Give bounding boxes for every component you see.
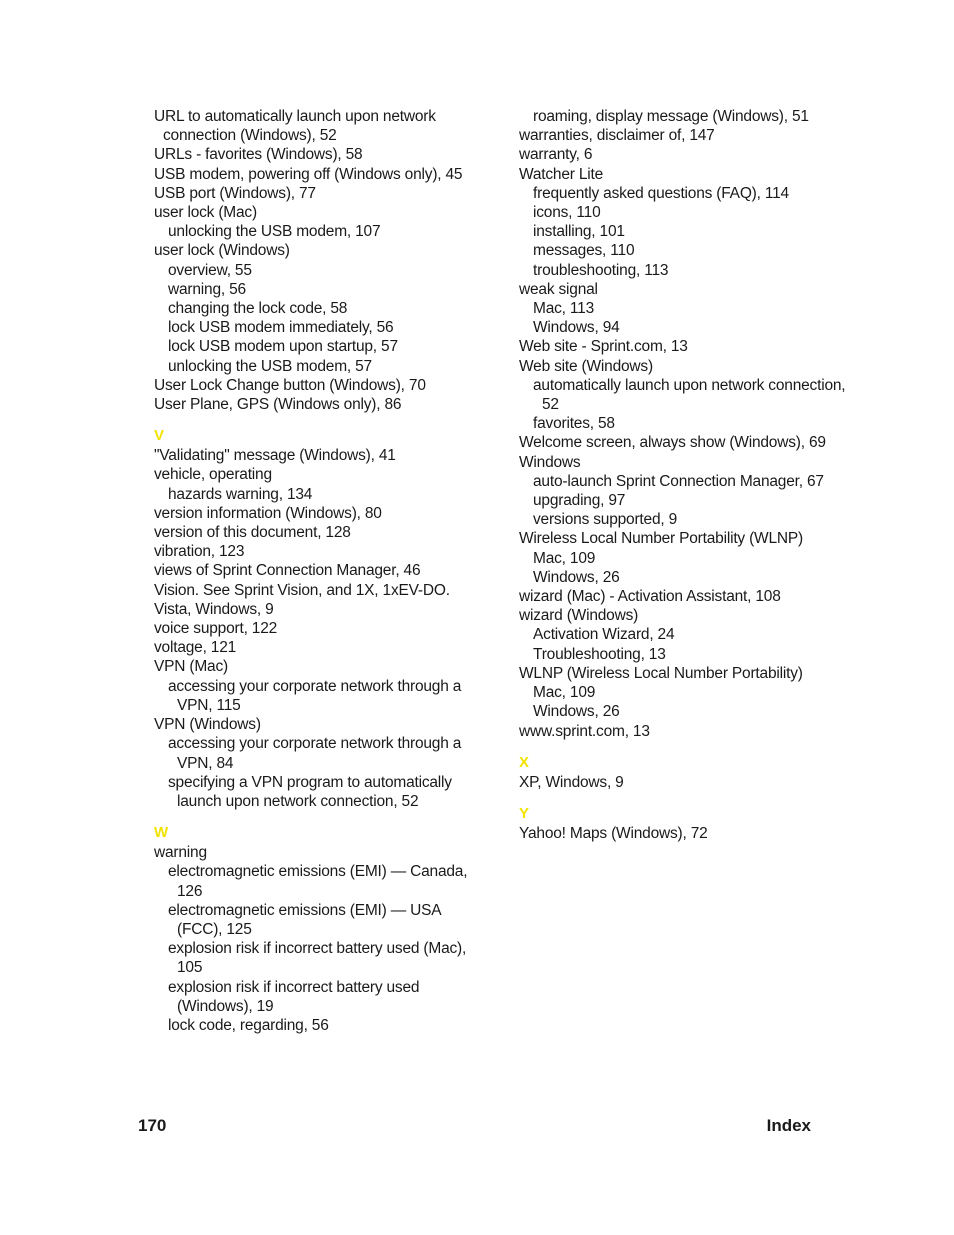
index-subentry: lock code, regarding, 56 (168, 1016, 329, 1034)
index-entry: USB modem, powering off (Windows only), 45 (154, 165, 463, 183)
index-entry: Windows (519, 453, 581, 471)
index-entry: Vision. See Sprint Vision, and 1X, 1xEV-DO. (154, 581, 450, 599)
index-column-right (519, 107, 849, 843)
index-subentry: installing, 101 (533, 223, 625, 241)
index-subentry: lock USB modem immediately, 56 (168, 319, 394, 337)
index-entry: Yahoo! Maps (Windows), 72 (519, 824, 708, 842)
index-subentry: unlocking the USB modem, 57 (168, 357, 372, 375)
index-entry: voltage, 121 (154, 639, 237, 657)
index-entry: user lock (Mac) (154, 204, 257, 222)
index-entry: Web site (Windows) (519, 357, 653, 375)
index-letter-heading: X (519, 753, 529, 771)
index-subentry: Mac, 109 (533, 684, 596, 702)
index-entry: vibration, 123 (154, 543, 245, 561)
index-subentry: Windows, 26 (533, 703, 620, 721)
index-entry: Wireless Local Number Portability (WLNP) (519, 530, 803, 548)
index-entry: VPN (Mac) (154, 658, 228, 676)
index-entry: USB port (Windows), 77 (154, 184, 316, 202)
index-subentry: frequently asked questions (FAQ), 114 (533, 184, 789, 202)
index-subentry: hazards warning, 134 (168, 485, 313, 503)
index-subentry: Troubleshooting, 13 (533, 645, 666, 663)
index-entry: URL to automatically launch upon network connection (Windows), 52 (154, 108, 436, 145)
index-subentry: unlocking the USB modem, 107 (168, 223, 381, 241)
index-entry: warranty, 6 (519, 146, 593, 164)
index-entry: www.sprint.com, 13 (519, 722, 650, 740)
index-subentry: accessing your corporate network through a VPN, 115 (168, 677, 462, 714)
index-entry: User Lock Change button (Windows), 70 (154, 376, 426, 394)
index-entry: "Validating" message (Windows), 41 (154, 447, 396, 465)
index-subentry: changing the lock code, 58 (168, 300, 348, 318)
index-entry: Web site - Sprint.com, 13 (519, 338, 688, 356)
index-entry: VPN (Windows) (154, 716, 261, 734)
index-entry: wizard (Windows) (519, 607, 639, 625)
index-entry: Watcher Lite (519, 165, 604, 183)
index-subentry: automatically launch upon network connection, 52 (533, 376, 846, 414)
index-letter-heading: W (154, 824, 168, 842)
index-subentry: accessing your corporate network through a VPN, 84 (168, 735, 462, 772)
index-entry: User Plane, GPS (Windows only), 86 (154, 396, 402, 414)
index-letter-heading: Y (519, 804, 529, 822)
index-entry: XP, Windows, 9 (519, 773, 624, 791)
index-subentry: messages, 110 (533, 242, 635, 260)
index-entry: URLs - favorites (Windows), 58 (154, 146, 363, 164)
section-name: Index (766, 1116, 811, 1135)
index-subentry: Mac, 109 (533, 549, 596, 567)
index-subentry: auto-launch Sprint Connection Manager, 67 (533, 472, 824, 490)
index-entry: warning (154, 844, 207, 862)
index-entry: wizard (Mac) - Activation Assistant, 108 (519, 588, 781, 606)
index-entry: version information (Windows), 80 (154, 504, 382, 522)
index-entry: WLNP (Wireless Local Number Portability) (519, 664, 803, 682)
index-entry: Vista, Windows, 9 (154, 600, 274, 618)
index-subentry: Activation Wizard, 24 (533, 626, 675, 644)
index-subentry: warning, 56 (168, 280, 246, 298)
index-subentry: roaming, display message (Windows), 51 (533, 108, 809, 125)
index-subentry: Windows, 94 (533, 319, 620, 337)
index-subentry: explosion risk if incorrect battery used (Mac), 105 (168, 940, 467, 977)
index-subentry: versions supported, 9 (533, 511, 677, 529)
index-entry: views of Sprint Connection Manager, 46 (154, 562, 421, 580)
index-letter-heading: V (154, 427, 164, 445)
index-entry: voice support, 122 (154, 620, 278, 638)
index-subentry: lock USB modem upon startup, 57 (168, 338, 398, 356)
index-subentry: icons, 110 (533, 204, 601, 222)
index-entry: version of this document, 128 (154, 524, 351, 542)
page-number: 170 (138, 1116, 167, 1135)
index-entry: vehicle, operating (154, 466, 272, 484)
index-column-left (154, 107, 484, 1035)
index-subentry: specifying a VPN program to automatically launch upon network connection, 52 (168, 773, 452, 810)
index-subentry: Mac, 113 (533, 300, 595, 318)
index-subentry: electromagnetic emissions (EMI) — USA (FCC), 125 (168, 901, 441, 938)
index-subentry: electromagnetic emissions (EMI) — Canada, 126 (168, 863, 468, 900)
index-subentry: explosion risk if incorrect battery used (Windows), 19 (168, 978, 420, 1015)
index-subentry: Windows, 26 (533, 568, 620, 586)
index-subentry: overview, 55 (168, 261, 252, 279)
index-entry: user lock (Windows) (154, 242, 290, 260)
index-subentry: upgrading, 97 (533, 492, 626, 510)
index-entry: weak signal (519, 280, 598, 298)
index-subentry: troubleshooting, 113 (533, 261, 669, 279)
index-entry: warranties, disclaimer of, 147 (519, 127, 715, 145)
index-subentry: favorites, 58 (533, 415, 615, 433)
index-entry: Welcome screen, always show (Windows), 69 (519, 434, 826, 452)
